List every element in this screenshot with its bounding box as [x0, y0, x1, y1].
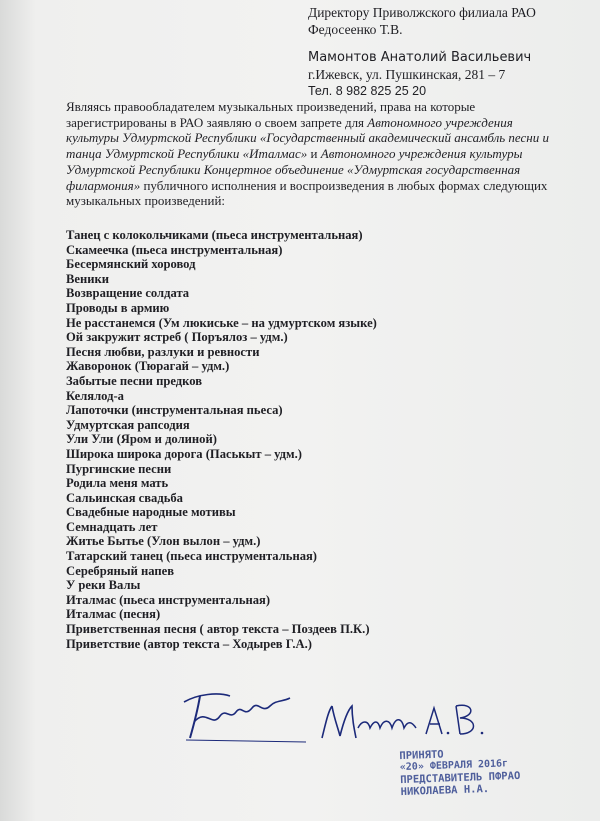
statement-part-3: публичного исполнения и воспроизведения в любых формах следующих музыкальных произведений: [66, 177, 548, 209]
work-item: Проводы в армию [66, 300, 170, 315]
sender-address: г.Ижевск, ул. Пушкинская, 281 – 7 [308, 67, 506, 82]
sender-block [308, 49, 531, 100]
stamp-name: НИКОЛАЕВА Н.А. [400, 782, 490, 799]
sender-phone: Тел. 8 982 825 25 20 [308, 84, 427, 98]
work-item: Танец с колокольчиками (пьеса инструментальная) [66, 228, 363, 242]
statement-part-2: и [307, 146, 321, 162]
work-item: Ой закружит ястреб ( Поръялоз – удм.) [66, 330, 288, 345]
work-item: Жаворонок (Тюрагай – удм.) [66, 359, 230, 374]
work-item: Пургинские песни [66, 461, 172, 476]
work-item: Забытые песни предков [66, 373, 203, 388]
work-item: Серебряный напев [66, 563, 175, 578]
stamp-accepted: ПРИНЯТО [399, 748, 444, 763]
work-item: Лапоточки (инструментальная пьеса) [66, 403, 283, 418]
addressee-title: Директору Приволжского филиала РАО [308, 5, 536, 20]
statement-part-1: Являясь правообладателем музыкальных произведений, права на которые зарегистрированы в РАО заявляю о своем запрете для [66, 99, 476, 130]
work-item: Италмас (песня) [66, 607, 161, 622]
work-item: Скамеечка (пьеса инструментальная) [66, 242, 283, 257]
work-item: Бесермянский хоровод [66, 257, 196, 272]
work-item: Родила меня мать [66, 476, 169, 491]
sender-name: Мамонтов Анатолий Васильевич [308, 50, 532, 65]
addressee-name: Федосеенко Т.В. [308, 22, 403, 37]
work-item: Веники [66, 271, 110, 286]
work-item: Не расстанемся (Ум люкиське – на удмуртском языке) [66, 315, 377, 330]
work-item: У реки Валы [66, 578, 141, 593]
handwritten-signature-right [318, 698, 488, 748]
handwritten-signature-left [178, 678, 308, 748]
work-item: Келялод-а [66, 388, 124, 403]
work-item: Семнадцать лет [66, 519, 158, 534]
work-item: Приветственная песня ( автор текста – Поздеев П.К.) [66, 622, 370, 637]
work-item: Свадебные народные мотивы [66, 505, 236, 520]
works-list [66, 228, 377, 651]
stamp-date: «20» ФЕВРАЛЯ 2016г [399, 758, 509, 774]
stamp-representative: ПРЕДСТАВИТЕЛЬ ПФРАО [400, 769, 521, 787]
work-item: Возвращение солдата [66, 286, 190, 301]
work-item: Удмуртская рапсодия [66, 417, 190, 432]
work-item: Песня любви, разлуки и ревности [66, 344, 260, 359]
work-item: Италмас (пьеса инструментальная) [66, 592, 271, 607]
work-item: Сальинская свадьба [66, 490, 183, 505]
work-item: Житье Бытье (Улон вылон – удм.) [66, 534, 261, 549]
statement-paragraph [66, 99, 561, 209]
work-item: Приветствие (автор текста – Ходырев Г.А.) [66, 636, 312, 651]
work-item: Татарский танец (пьеса инструментальная) [66, 549, 318, 564]
work-item: Широка широка дорога (Паськыт – удм.) [66, 446, 302, 461]
receipt-stamp [399, 746, 521, 798]
addressee-block [308, 4, 536, 38]
organization-ensemble: Автономного учреждения культуры Удмуртской Республики «Государственный академический ансамбль песни и танца Удмуртской Республики «Италмас» [66, 114, 549, 162]
organization-philharmonic: Автономного учреждения культуры Удмуртской Республики Концертное объединение «Удмуртская государственная филармония» [66, 146, 523, 193]
work-item: Ули Ули (Яром и долиной) [66, 432, 217, 447]
